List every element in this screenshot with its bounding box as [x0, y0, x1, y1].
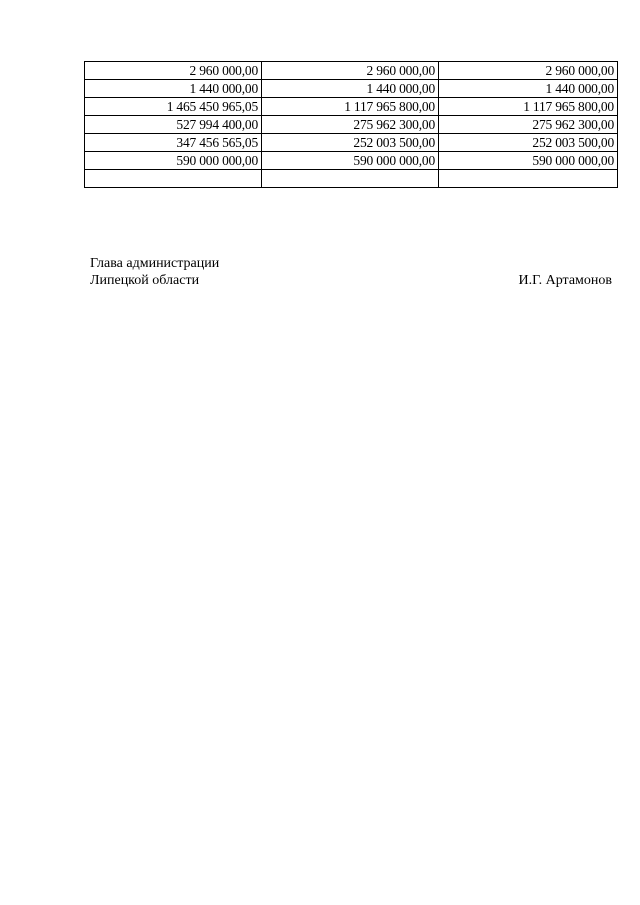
signature-title-1: Глава администрации: [90, 256, 220, 271]
table-cell: 590 000 000,00: [85, 152, 262, 170]
table-cell: 590 000 000,00: [262, 152, 439, 170]
table-cell: [439, 170, 618, 188]
table-cell: 252 003 500,00: [439, 134, 618, 152]
table-cell: 590 000 000,00: [439, 152, 618, 170]
table-cell: 2 960 000,00: [85, 62, 262, 80]
table-cell: 275 962 300,00: [262, 116, 439, 134]
table-cell: 1 440 000,00: [262, 80, 439, 98]
table-cell: 1 117 965 800,00: [262, 98, 439, 116]
table-row: [85, 134, 618, 152]
table-row: [85, 116, 618, 134]
table-cell: 347 456 565,05: [85, 134, 262, 152]
signature-title-2: Липецкой области: [90, 273, 200, 288]
table-cell: 252 003 500,00: [262, 134, 439, 152]
table-cell: 2 960 000,00: [439, 62, 618, 80]
table-row: [85, 80, 618, 98]
table-row: [85, 152, 618, 170]
table-cell: 1 440 000,00: [439, 80, 618, 98]
table-row-empty: [85, 170, 618, 188]
table-cell: 1 117 965 800,00: [439, 98, 618, 116]
table-cell: 1 440 000,00: [85, 80, 262, 98]
budget-table: [84, 61, 618, 188]
signatory-name: И.Г. Артамонов: [518, 273, 612, 288]
table-row: [85, 98, 618, 116]
table-cell: 1 465 450 965,05: [85, 98, 262, 116]
table-cell: 275 962 300,00: [439, 116, 618, 134]
table-cell: [262, 170, 439, 188]
signature-title-line-2: [90, 272, 612, 289]
signature-title-line-1: [90, 255, 612, 272]
table-cell: 527 994 400,00: [85, 116, 262, 134]
table-cell: [85, 170, 262, 188]
signature-block: [90, 255, 612, 289]
table-row: [85, 62, 618, 80]
table-cell: 2 960 000,00: [262, 62, 439, 80]
